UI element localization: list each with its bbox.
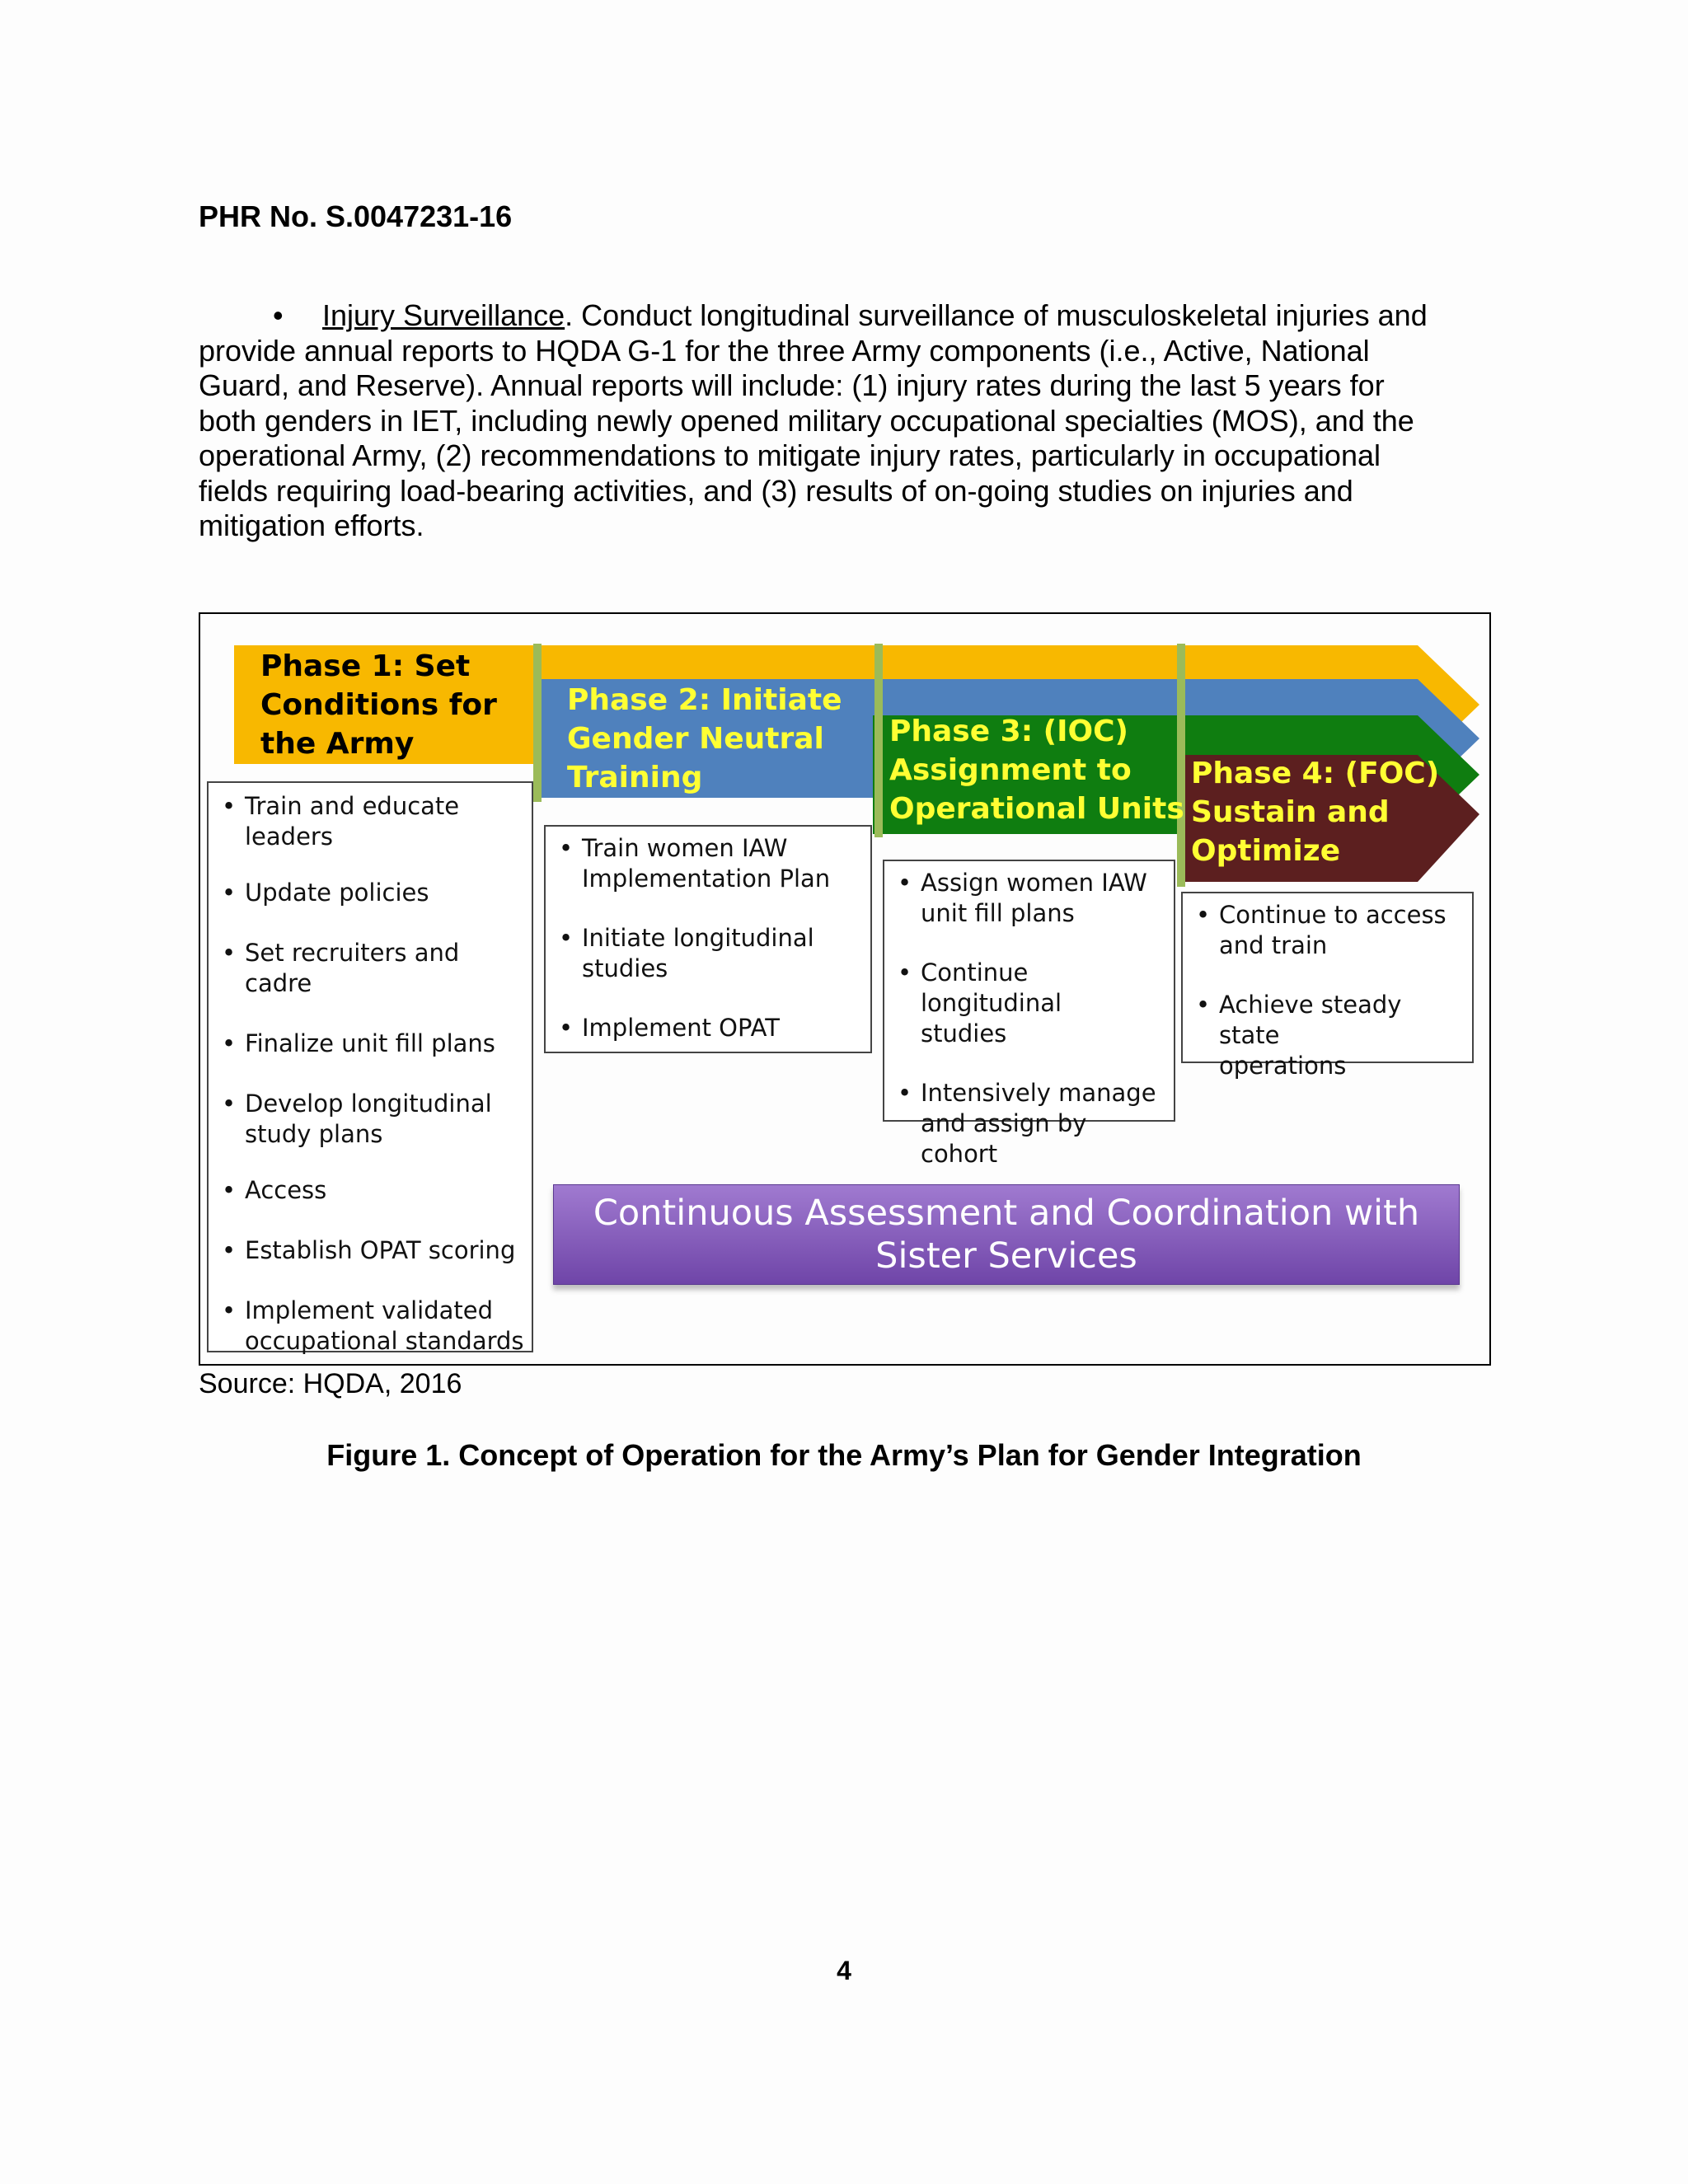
- list-item: • Achieve steady state operations: [1188, 990, 1467, 1081]
- phase1-title: Phase 1: Set Conditions for the Army: [260, 649, 497, 761]
- phase4-tasks-box: [1181, 892, 1474, 1080]
- list-item: • Finalize unit fill plans: [213, 1029, 527, 1059]
- paragraph-line-1: . Conduct longitudinal surveillance of musculoskeletal injuries and: [565, 298, 1428, 332]
- paragraph-line-3: Guard, and Reserve). Annual reports will include: (1) injury rates during the last 5 years for: [199, 368, 1385, 402]
- phase1-tasks-box: [207, 781, 533, 1355]
- list-item: • Develop longitudinal study plans: [213, 1089, 527, 1150]
- injury-surveillance-paragraph: [199, 298, 1501, 544]
- paragraph-line-2: provide annual reports to HQDA G-1 for the three Army components (i.e., Active, National: [199, 333, 1370, 368]
- page-number: 4: [837, 1956, 851, 1985]
- paragraph-line-7: mitigation efforts.: [199, 509, 424, 542]
- continuous-assessment-banner: Continuous Assessment and Coordination with Sister Services: [553, 1184, 1460, 1285]
- phase-divider-2: [874, 644, 883, 837]
- list-item: • Continue to access and train: [1188, 900, 1467, 961]
- list-item: • Access: [213, 1175, 527, 1206]
- list-item: • Train women IAW Implementation Plan: [551, 833, 865, 894]
- list-item: • Implement validated occupational standards: [213, 1296, 527, 1357]
- phase3-title: Phase 3: (IOC) Assignment to Operational Units: [889, 715, 1184, 826]
- phase-divider-1: [533, 644, 542, 802]
- injury-surveillance-heading: Injury Surveillance: [322, 298, 565, 332]
- paragraph-line-4: both genders in IET, including newly opened military occupational specialties (MOS), and the: [199, 403, 1414, 438]
- phase3-tasks-box: [883, 860, 1175, 1168]
- phase2-title: Phase 2: Initiate Gender Neutral Training: [567, 683, 842, 794]
- concept-of-operation-figure: [199, 612, 1491, 1366]
- list-item: • Implement OPAT: [551, 1013, 865, 1043]
- list-item: • Train and educate leaders: [213, 791, 527, 852]
- bullet-marker: •: [273, 298, 284, 332]
- figure-caption: Figure 1. Concept of Operation for the Army’s Plan for Gender Integration: [326, 1438, 1362, 1472]
- phase2-tasks-box: [544, 825, 872, 1053]
- list-item: • Continue longitudinal studies: [889, 958, 1169, 1049]
- list-item: • Initiate longitudinal studies: [551, 923, 865, 984]
- list-item: • Establish OPAT scoring: [213, 1235, 527, 1266]
- phase4-title: Phase 4: (FOC) Sustain and Optimize: [1191, 757, 1440, 868]
- document-header: PHR No. S.0047231-16: [199, 199, 513, 233]
- paragraph-line-6: fields requiring load-bearing activities, and (3) results of on-going studies on injuries and: [199, 473, 1353, 508]
- list-item: • Assign women IAW unit fill plans: [889, 868, 1169, 929]
- list-item: • Intensively manage and assign by cohort: [889, 1078, 1169, 1169]
- list-item: • Update policies: [213, 878, 527, 908]
- paragraph-line-5: operational Army, (2) recommendations to mitigate injury rates, particularly in occupational: [199, 438, 1381, 472]
- figure-source: Source: HQDA, 2016: [199, 1368, 462, 1399]
- list-item: • Set recruiters and cadre: [213, 938, 527, 999]
